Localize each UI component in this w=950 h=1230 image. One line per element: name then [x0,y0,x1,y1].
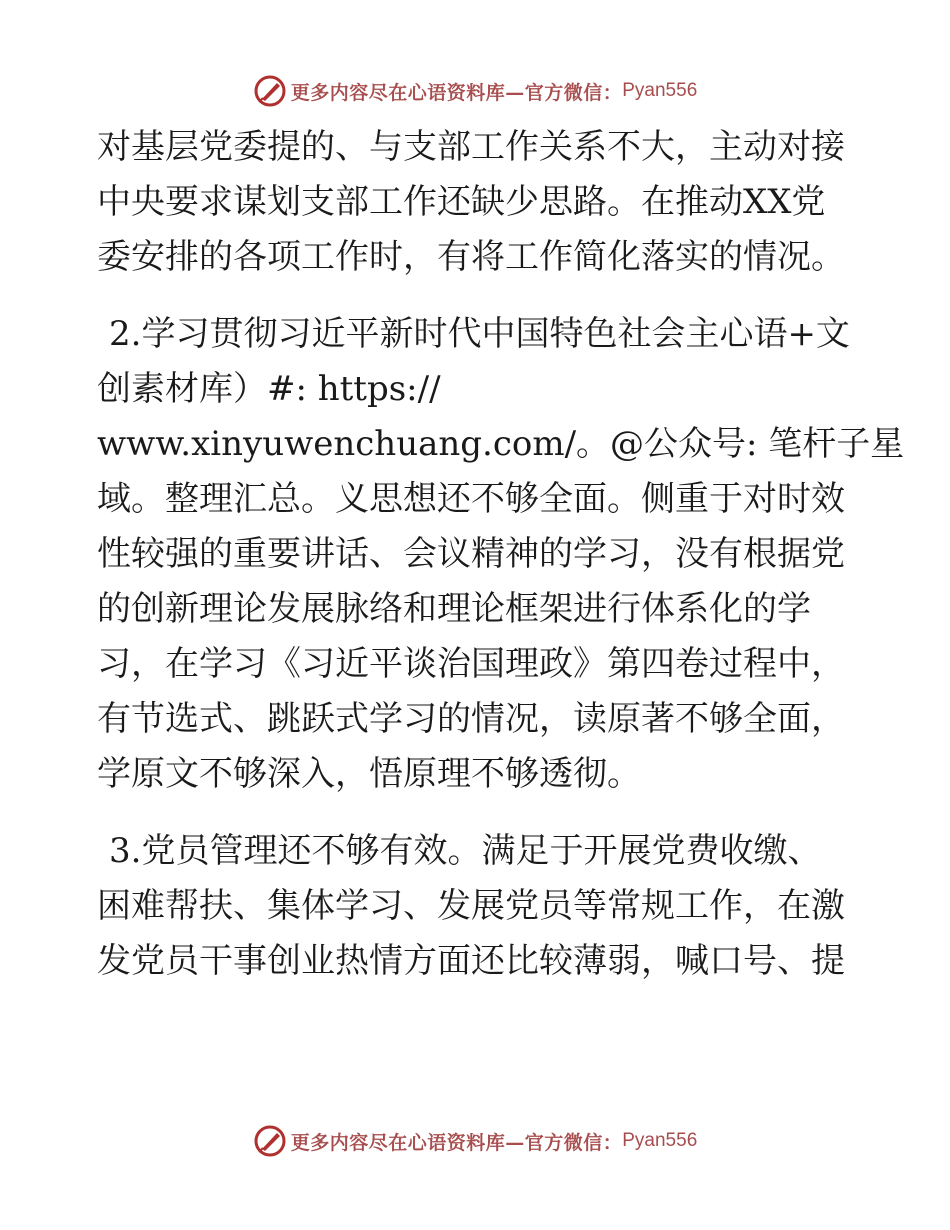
text-line: 域。整理汇总。义思想还不够全面。侧重于对时效 [97,479,845,519]
header-wechat-id: Pyan556 [622,80,698,101]
text-line: 困难帮扶、集体学习、发展党员等常规工作，在激 [97,886,845,926]
header-text: 更多内容尽在心语资料库—官方微信： [290,81,623,104]
text-line: www.xinyuwenchuang.com/。@公众号: 笔杆子星 [97,424,905,464]
paragraph-2 [97,307,905,802]
footer-text: 更多内容尽在心语资料库—官方微信： [290,1131,623,1154]
text-line: 的创新理论发展脉络和理论框架进行体系化的学 [97,589,811,629]
text-line: 2.学习贯彻习近平新时代中国特色社会主心语+文 [109,314,850,354]
text-line: 有节选式、跳跃式学习的情况，读原著不够全面， [97,699,845,739]
document-body [97,120,905,989]
quill-logo-icon [253,74,287,108]
paragraph-3 [97,824,857,989]
text-line: 创素材库）#: https:// [97,369,441,409]
text-line: 发党员干事创业热情方面还比较薄弱，喊口号、提 [97,941,845,981]
text-line: 对基层党委提的、与支部工作关系不大，主动对接 [97,127,845,167]
paragraph-1 [97,120,857,285]
quill-logo-icon [253,1124,287,1158]
text-line: 3.党员管理还不够有效。满足于开展党费收缴、 [109,831,822,871]
text-line: 委安排的各项工作时，有将工作简化落实的情况。 [97,237,845,277]
footer-wechat-id: Pyan556 [622,1130,698,1151]
text-line: 中央要求谋划支部工作还缺少思路。在推动XX党 [97,182,826,222]
footer-banner [0,1121,950,1161]
text-line: 学原文不够深入，悟原理不够透彻。 [97,754,641,794]
header-banner [0,71,950,111]
text-line: 性较强的重要讲话、会议精神的学习，没有根据党 [97,534,845,574]
text-line: 习，在学习《习近平谈治国理政》第四卷过程中， [97,644,845,684]
